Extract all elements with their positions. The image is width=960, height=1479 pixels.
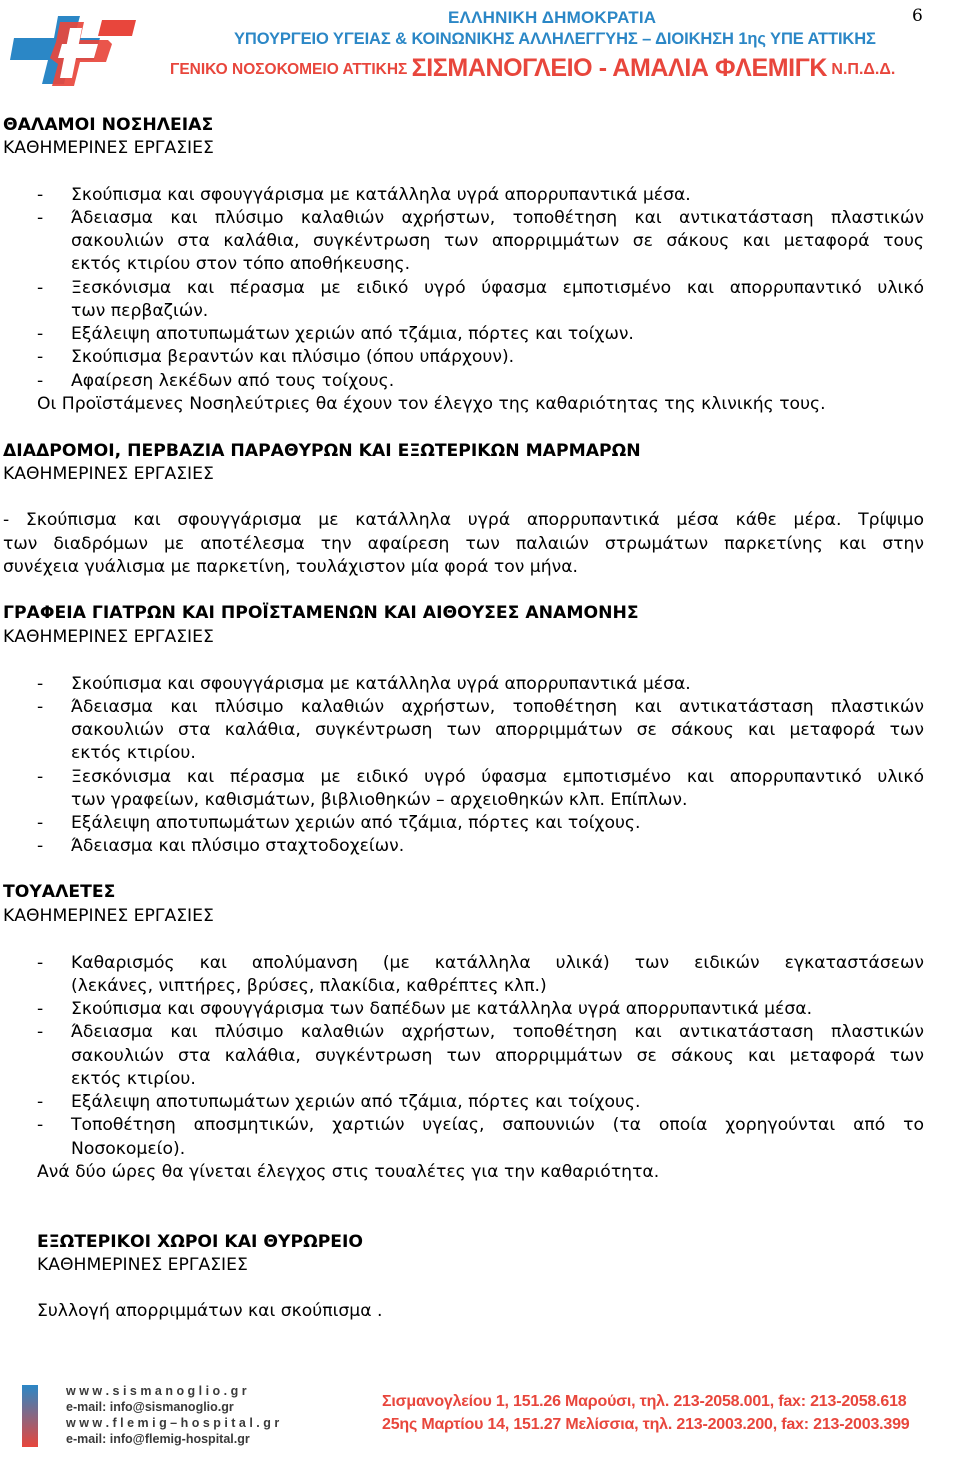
footer-addresses — [382, 1390, 909, 1436]
header-ministry: ΥΠΟΥΡΓΕΙΟ ΥΓΕΙΑΣ & ΚΟΙΝΩΝΙΚΗΣ ΑΛΛΗΛΕΓΓΥΗΣ – ΔΙΟΙΚΗΣΗ 1ης ΥΠΕ ΑΤΤΙΚΗΣ — [234, 30, 876, 48]
footer-email-sismanoglio: e-mail: info@sismanoglio.gr — [66, 1400, 234, 1414]
list-item-continuation: εκτός κτιρίου. — [71, 743, 196, 763]
list-item-continuation: των περβαζιών. — [71, 301, 209, 321]
section-subtitle: ΚΑΘΗΜΕΡΙΝΕΣ ΕΡΓΑΣΙΕΣ — [3, 627, 214, 647]
list-item: - Άδειασμα και πλύσιμο καλαθιών αχρήστων, τοποθέτηση και αντικατάσταση πλαστικών — [37, 697, 924, 717]
paragraph-line: συνέχεια γυάλισμα με παρκετίνη, τουλάχιστον μία φορά τον μήνα. — [3, 557, 579, 577]
list-item: - Εξάλειψη αποτυπωμάτων χεριών από τζάμια, πόρτες και τοίχων. — [37, 324, 634, 344]
list-item: - Άδειασμα και πλύσιμο καλαθιών αχρήστων, τοποθέτηση και αντικατάσταση πλαστικών — [37, 1022, 924, 1042]
section-title-wards: ΘΑΛΑΜΟΙ ΝΟΣΗΛΕΙΑΣ — [3, 115, 214, 135]
list-item: - Σκούπισμα και σφουγγάρισμα με κατάλληλα υγρά απορρυπαντικά μέσα. — [37, 185, 691, 205]
section-subtitle: ΚΑΘΗΜΕΡΙΝΕΣ ΕΡΓΑΣΙΕΣ — [37, 1255, 248, 1275]
footer-address-marousi: Σισμανογλείου 1, 151.26 Μαρούσι, τηλ. 213-2058.001, fax: 213-2058.618 — [382, 1393, 907, 1410]
list-item-continuation: εκτός κτιρίου στον τόπο αποθήκευσης. — [71, 254, 411, 274]
footer-decoration — [22, 1385, 38, 1447]
list-item: - Άδειασμα και πλύσιμο σταχτοδοχείων. — [37, 836, 405, 856]
footer-contacts — [66, 1383, 279, 1447]
paragraph-line: των διαδρόμων με αποτέλεσμα την αφαίρεση των παλαιών στρωμάτων παρκετίνης και στην — [3, 534, 924, 554]
header-hospital-suffix: Ν.Π.Δ.Δ. — [826, 61, 896, 78]
section-subtitle: ΚΑΘΗΜΕΡΙΝΕΣ ΕΡΓΑΣΙΕΣ — [3, 906, 214, 926]
header-hospital — [170, 54, 895, 83]
header-hospital-name: ΣΙΣΜΑΝΟΓΛΕΙΟ - ΑΜΑΛΙΑ ΦΛΕΜΙΓΚ — [411, 54, 827, 82]
list-item: - Ξεσκόνισμα και πέρασμα με ειδικό υγρό ύφασμα εμποτισμένο και απορρυπαντικό υλικό — [37, 278, 924, 298]
list-item: - Σκούπισμα και σφουγγάρισμα των δαπέδων με κατάλληλα υγρά απορρυπαντικά μέσα. — [37, 999, 813, 1019]
header-hospital-prefix: ΓΕΝΙΚΟ ΝΟΣΟΚΟΜΕΙΟ ΑΤΤΙΚΗΣ — [170, 61, 412, 78]
list-item: - Σκούπισμα και σφουγγάρισμα με κατάλληλα υγρά απορρυπαντικά μέσα. — [37, 674, 691, 694]
footer-web-sismanoglio: w w w . s i s m a n o g l i o . g r — [66, 1384, 247, 1398]
section-title-corridors: ΔΙΑΔΡΟΜΟΙ, ΠΕΡΒΑΖΙΑ ΠΑΡΑΘΥΡΩΝ ΚΑΙ ΕΞΩΤΕΡΙΚΩΝ ΜΑΡΜΑΡΩΝ — [3, 441, 641, 461]
footer-web-flemig: w w w . f l e m i g – h o s p i t a l . g r — [66, 1416, 280, 1430]
list-item: - Αφαίρεση λεκέδων από τους τοίχους. — [37, 371, 395, 391]
paragraph-line: Συλλογή απορριμμάτων και σκούπισμα . — [37, 1301, 383, 1321]
list-item: - Τοποθέτηση αποσμητικών, χαρτιών υγείας, σαπουνιών (τα οποία χορηγούνται από το — [37, 1115, 924, 1135]
list-item-continuation: Νοσοκομείο). — [71, 1139, 186, 1159]
section-title-offices: ΓΡΑΦΕΙΑ ΓΙΑΤΡΩΝ ΚΑΙ ΠΡΟΪΣΤΑΜΕΝΩΝ ΚΑΙ ΑΙΘΟΥΣΕΣ ΑΝΑΜΟΝΗΣ — [3, 603, 639, 623]
list-item: - Άδειασμα και πλύσιμο καλαθιών αχρήστων, τοποθέτηση και αντικατάσταση πλαστικών — [37, 208, 924, 228]
section-note: Ανά δύο ώρες θα γίνεται έλεγχος στις τουαλέτες για την καθαριότητα. — [37, 1162, 660, 1182]
header-republic: ΕΛΛΗΝΙΚΗ ΔΗΜΟΚΡΑΤΙΑ — [448, 8, 657, 27]
list-item-continuation: σακουλιών στα καλάθια, συγκέντρωση των απορριμμάτων σε σάκους και μεταφορά των — [71, 1046, 924, 1066]
footer-email-flemig: e-mail: info@flemig-hospital.gr — [66, 1432, 250, 1446]
list-item-continuation: σακουλιών στα καλάθια, συγκέντρωση των απορριμμάτων σε σάκους και μεταφορά τους — [71, 231, 924, 251]
section-subtitle: ΚΑΘΗΜΕΡΙΝΕΣ ΕΡΓΑΣΙΕΣ — [3, 138, 214, 158]
list-item: - Εξάλειψη αποτυπωμάτων χεριών από τζάμια, πόρτες και τοίχους. — [37, 1092, 641, 1112]
page-number: 6 — [912, 6, 923, 26]
section-title-toilets: ΤΟΥΑΛΕΤΕΣ — [3, 882, 116, 902]
section-note: Οι Προϊστάμενες Νοσηλεύτριες θα έχουν τον έλεγχο της καθαριότητας της κλινικής τους. — [37, 394, 826, 414]
list-item-continuation: εκτός κτιρίου. — [71, 1069, 196, 1089]
list-item-continuation: (λεκάνες, νιπτήρες, βρύσες, πλακίδια, καθρέπτες κλπ.) — [71, 976, 547, 996]
list-item: - Ξεσκόνισμα και πέρασμα με ειδικό υγρό ύφασμα εμποτισμένο και απορρυπαντικό υλικό — [37, 767, 924, 787]
footer-address-melissia: 25ης Μαρτίου 14, 151.27 Μελίσσια, τηλ. 213-2003.200, fax: 213-2003.399 — [382, 1416, 910, 1433]
list-item: - Σκούπισμα βεραντών και πλύσιμο (όπου υπάρχουν). — [37, 347, 515, 367]
list-item-continuation: των γραφείων, καθισμάτων, βιβλιοθηκών – αρχειοθηκών κλπ. Επίπλων. — [71, 790, 688, 810]
section-title-exterior: ΕΞΩΤΕΡΙΚΟΙ ΧΩΡΟΙ ΚΑΙ ΘΥΡΩΡΕΙΟ — [37, 1232, 364, 1252]
list-item-continuation: σακουλιών στα καλάθια, συγκέντρωση των απορριμμάτων σε σάκους και μεταφορά των — [71, 720, 924, 740]
list-item: - Εξάλειψη αποτυπωμάτων χεριών από τζάμια, πόρτες και τοίχους. — [37, 813, 641, 833]
paragraph-line: - Σκούπισμα και σφουγγάρισμα με κατάλληλα υγρά απορρυπαντικά μέσα κάθε μέρα. Τρίψιμο — [3, 510, 924, 530]
section-subtitle: ΚΑΘΗΜΕΡΙΝΕΣ ΕΡΓΑΣΙΕΣ — [3, 464, 214, 484]
list-item: - Καθαρισμός και απολύμανση (με κατάλληλα υλικά) των ειδικών εγκαταστάσεων — [37, 953, 924, 973]
hospital-cross-logo-icon — [10, 8, 140, 86]
